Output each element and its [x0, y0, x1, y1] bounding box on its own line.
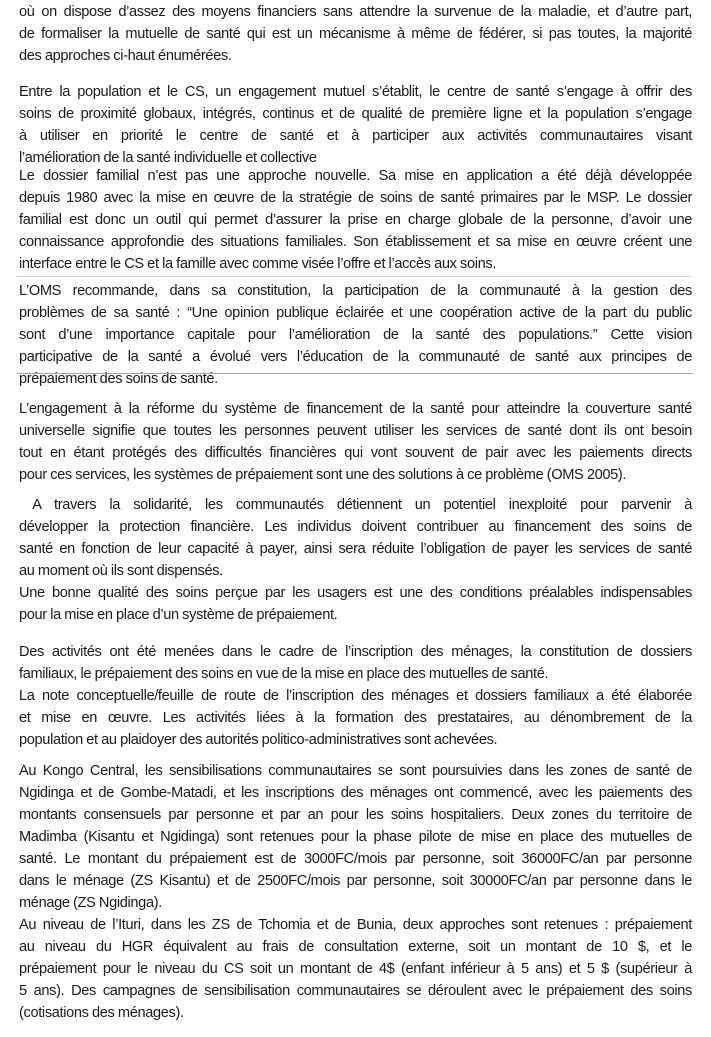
text-line: au moment où ils sont dispensés. [19, 563, 223, 579]
text-line: familiaux, le prépaiement des soins en vue de la mise en place des mutuelles de santé. [19, 666, 549, 682]
paragraph-dossier-familial [19, 165, 692, 275]
text-line: où on dispose d’assez des moyens financiers sans attendre la survenue de la maladie, et d’autre part, [19, 4, 692, 20]
text-line: ménage (ZS Ngidinga). [19, 895, 162, 911]
text-line: pour ces services, les systèmes de prépaiement sont une des solutions à ce problème (OMS 2005). [19, 467, 627, 483]
text-line: prépaiement pour le niveau du CS soit un montant de 4$ (enfant inférieur à 5 ans) et 5 $ (supérieur à [19, 961, 692, 977]
text-line: à utiliser en priorité le centre de santé et à participer aux activités communautaires visant [19, 128, 692, 144]
paragraph-solidarite [19, 494, 692, 626]
text-line: problèmes de sa santé : “Une opinion publique éclairée et une coopération active de la part du public [19, 305, 692, 321]
text-line: Madimba (Kisantu et Ngidinga) sont retenues pour la phase pilote de mise en place des mutuelles de [19, 829, 692, 845]
text-line: pour la mise en place d’un système de prépaiement. [19, 607, 338, 623]
text-line: Le dossier familial n’est pas une approche nouvelle. Sa mise en application a été déjà développée [19, 168, 692, 184]
text-line: Une bonne qualité des soins perçue par les usagers est une des conditions préalables indispensables [19, 585, 692, 601]
text-line: Ngidinga et de Gombe-Matadi, et les inscriptions des ménages ont commencé, avec les paiements des [19, 785, 692, 801]
text-line: santé en fonction de leur capacité à payer, ainsi sera réduite l’obligation de payer les services de santé [19, 541, 692, 557]
text-line: Des activités ont été menées dans le cadre de l’inscription des ménages, la constitution de dossiers [19, 644, 692, 660]
text-line: Au Kongo Central, les sensibilisations communautaires se sont poursuivies dans les zones de santé de [19, 763, 692, 779]
text-line: au niveau du HGR équivalent au frais de consultation externe, soit un montant de 10 $, et le [19, 939, 692, 955]
paragraph-note-conceptuelle [19, 685, 692, 751]
text-line: A travers la solidarité, les communautés détiennent un potentiel inexploité pour parvenir à [19, 497, 693, 513]
text-line: Au niveau de l’Ituri, dans les ZS de Tchomia et de Bunia, deux approches sont retenues : prépaiement [19, 917, 692, 933]
text-line: santé. Le montant du prépaiement est de 3000FC/mois par personne, soit 36000FC/an par personne [19, 851, 692, 867]
text-line: L’engagement à la réforme du système de financement de la santé pour atteindre la couverture santé [19, 401, 692, 417]
text-line: 5 ans). Des campagnes de sensibilisation communautaires se déroulent avec le prépaiement des soins [19, 983, 692, 999]
text-line: (cotisations des ménages). [19, 1005, 184, 1021]
text-line: tout en étant protégés des difficultés financières qui vont souvent de pair avec les paiements directs [19, 445, 692, 461]
text-line: population et au plaidoyer des autorités politico-administratives sont achevées. [19, 732, 498, 748]
paragraph-activites-menees [19, 641, 692, 685]
text-line: et mise en œuvre. Les activités liées à la formation des prestataires, au dénombrement de la [19, 710, 692, 726]
box-top-rule [17, 276, 693, 277]
text-line: interface entre le CS et la famille avec comme visée l’offre et l’accès aux soins. [19, 256, 497, 272]
text-line: soins de proximité globaux, intégrés, continus et de qualité de première ligne et la population s’engage [19, 106, 692, 122]
text-line: montants consensuels par personne et par an pour les soins hospitaliers. Deux zones du territoire de [19, 807, 692, 823]
text-line: Entre la population et le CS, un engagement mutuel s’établit, le centre de santé s’engage à offrir des [19, 84, 692, 100]
text-line: dans le ménage (ZS Kisantu) et de 2500FC/mois par personne, soit 30000FC/an par personne dans le [19, 873, 692, 889]
paragraph-engagement-mutuel [19, 81, 692, 169]
box-bottom-rule [17, 373, 693, 374]
text-line: La note conceptuelle/feuille de route de l’inscription des ménages et dossiers familiaux a été élaborée [19, 688, 692, 704]
text-line: des approches ci-haut énumérées. [19, 48, 232, 64]
paragraph-reforme-financement [19, 398, 692, 486]
text-line: développer la protection financière. Les individus doivent contribuer au financement des soins de [19, 519, 692, 535]
text-line: l’amélioration de la santé individuelle et collective [19, 150, 317, 166]
text-line: prépaiement des soins de santé. [19, 371, 218, 387]
text-line: participative de la santé a évolué vers l’éducation de la communauté de santé aux principes de [19, 349, 692, 365]
text-line: sont d’une importance capitale pour l’amélioration de la santé des populations.” Cette vision [19, 327, 692, 343]
text-line: depuis 1980 avec la mise en œuvre de la stratégie de soins de santé primaires par le MSP. Le dossier [19, 190, 692, 206]
text-line: de formaliser la mutuelle de santé qui est un mécanisme à même de fédérer, si pas toutes, la majorité [19, 26, 692, 42]
paragraph-ituri [19, 914, 692, 1024]
paragraph-kongo-central [19, 760, 692, 914]
text-line: connaissance approfondie des situations familiales. Son établissement et sa mise en œuvre créent une [19, 234, 692, 250]
text-line: universelle signifie que toutes les personnes peuvent utiliser les services de santé dont ils ont besoin [19, 423, 692, 439]
text-line: L’OMS recommande, dans sa constitution, la participation de la communauté à la gestion des [19, 283, 692, 299]
text-line: familial est donc un outil qui permet d’assurer la prise en charge globale de la personne, d’avoir une [19, 212, 692, 228]
paragraph-mutuelle-intro [19, 1, 692, 67]
